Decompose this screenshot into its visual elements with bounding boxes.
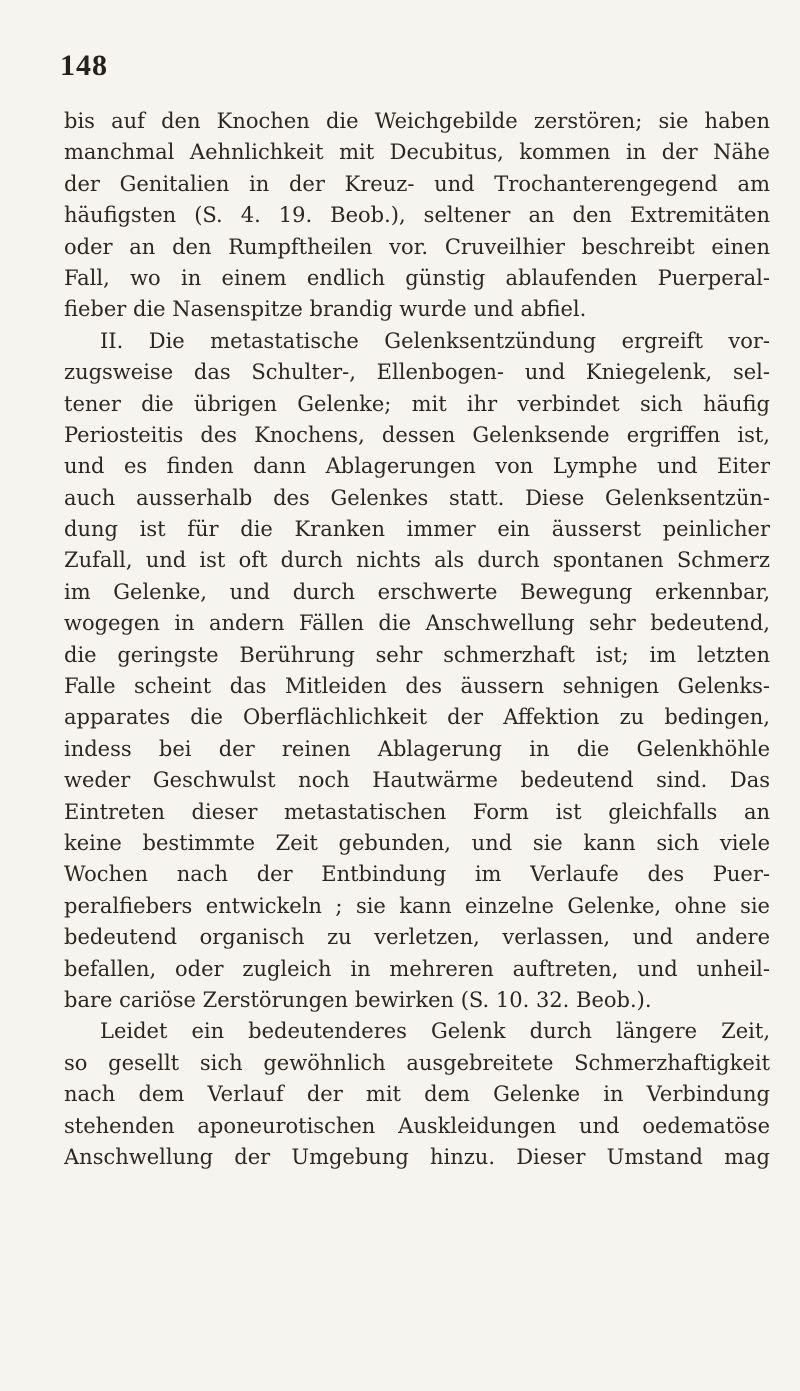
text-line: Leidet ein bedeutenderes Gelenk durch längere Zeit, [100, 1019, 770, 1044]
text-line: dung ist für die Kranken immer ein äusserst peinlicher [64, 517, 770, 542]
text-line: oder an den Rumpftheilen vor. Cruveilhier beschreibt einen [64, 234, 770, 259]
text-line: Fall, wo in einem endlich günstig ablaufenden Puerperal- [64, 265, 770, 290]
text-line: II. Die metastatische Gelenksentzündung ergreift vor- [100, 328, 770, 353]
text-line: bis auf den Knochen die Weichgebilde zerstören; sie haben [64, 109, 770, 133]
text-line: nach dem Verlauf der mit dem Gelenke in Verbindung [64, 1082, 770, 1107]
text-line: tener die übrigen Gelenke; mit ihr verbindet sich häufig [64, 391, 770, 416]
text-line: Anschwellung der Umgebung hinzu. Dieser Umstand mag [64, 1144, 770, 1169]
text-line: peralfiebers entwickeln ; sie kann einzelne Gelenke, ohne sie [64, 893, 770, 918]
text-line: Falle scheint das Mitleiden des äussern sehnigen Gelenks- [64, 674, 770, 699]
text-line: der Genitalien in der Kreuz- und Trochanterengegend am [64, 171, 770, 196]
text-line: häufigsten (S. 4. 19. Beob.), seltener an den Extremitäten [64, 203, 770, 228]
text-line: stehenden aponeurotischen Auskleidungen und oedematöse [64, 1113, 770, 1138]
text-line: fieber die Nasenspitze brandig wurde und abfiel. [64, 297, 587, 322]
text-line: manchmal Aehnlichkeit mit Decubitus, kommen in der Nähe [64, 140, 770, 165]
body-text [64, 106, 770, 1173]
text-line: Zufall, und ist oft durch nichts als durch spontanen Schmerz [64, 548, 770, 573]
text-line: auch ausserhalb des Gelenkes statt. Diese Gelenksentzün- [64, 485, 770, 510]
text-line: bedeutend organisch zu verletzen, verlassen, und andere [64, 925, 770, 950]
text-line: bare cariöse Zerstörungen bewirken (S. 10. 32. Beob.). [64, 987, 652, 1012]
text-line: keine bestimmte Zeit gebunden, und sie kann sich viele [64, 830, 770, 855]
text-line: Periosteitis des Knochens, dessen Gelenksende ergriffen ist, [64, 422, 770, 447]
text-line: zugsweise das Schulter-, Ellenbogen- und Kniegelenk, sel- [64, 360, 770, 385]
text-line: im Gelenke, und durch erschwerte Bewegung erkennbar, [64, 579, 770, 604]
text-line: apparates die Oberflächlichkeit der Affektion zu bedingen, [64, 705, 770, 730]
text-line: indess bei der reinen Ablagerung in die Gelenkhöhle [64, 736, 770, 761]
text-line: und es finden dann Ablagerungen von Lymphe und Eiter [64, 454, 770, 479]
text-line: weder Geschwulst noch Hautwärme bedeutend sind. Das [64, 768, 770, 793]
text-line: die geringste Berührung sehr schmerzhaft ist; im letzten [64, 642, 770, 667]
text-line: Wochen nach der Entbindung im Verlaufe des Puer- [64, 862, 770, 887]
text-line: Eintreten dieser metastatischen Form ist gleichfalls an [64, 799, 770, 824]
text-line: wogegen in andern Fällen die Anschwellung sehr bedeutend, [64, 611, 770, 636]
text-line: befallen, oder zugleich in mehreren auftreten, und unheil- [64, 956, 770, 981]
page-number: 148 [60, 49, 108, 82]
text-line: so gesellt sich gewöhnlich ausgebreitete Schmerzhaftigkeit [64, 1050, 770, 1075]
